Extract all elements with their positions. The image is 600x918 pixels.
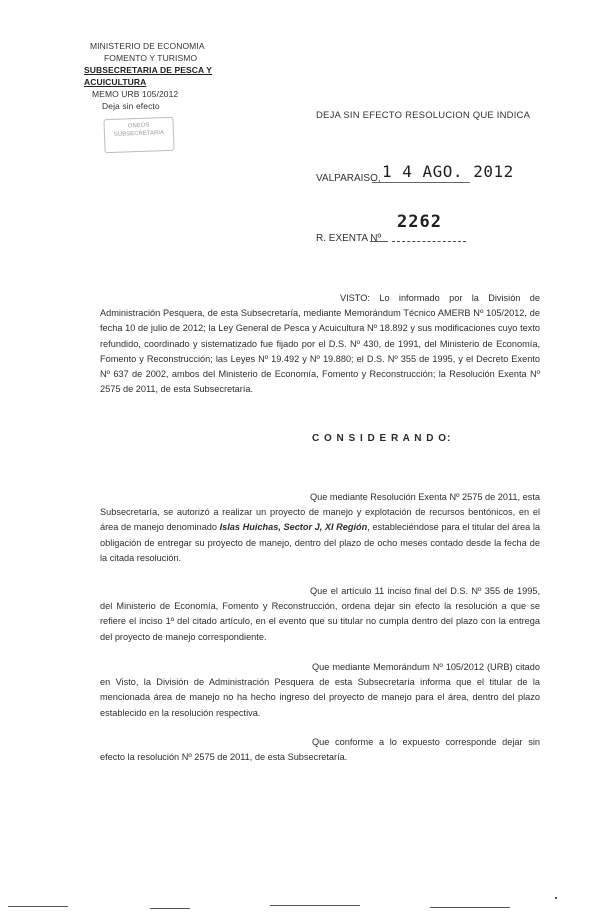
date-stamp: 1 4 AGO. 2012 xyxy=(382,162,514,181)
date-underline xyxy=(372,182,470,183)
considerando-paragraph-1 xyxy=(100,490,540,566)
considerando-heading: C O N S I D E R A N D O: xyxy=(312,433,452,444)
considerando-4-text: Que conforme a lo expuesto corresponde dejar sin efecto la resolución Nº 2575 de 2011, de esta Subsecretaría. xyxy=(100,737,540,763)
visto-text: Lo informado por la División de Administración Pesquera, de esta Subsecretaría, mediante Memorándum Técnico AMERB Nº 105/2012, de fecha 10 de julio de 2012; la Ley General de Pesca y Acuicultura Nº 18.892 y sus modificaciones cuyo texto refundido, coordinado y sistematizado fue fijado por el D.S. Nº 430, de 1991, del Ministerio de Economía, Fomento y Reconstrucción; las Leyes Nº 19.492 y Nº 19.880; el D.S. Nº 355 de 1995, y el Decreto Exento Nº 637 de 2002, ambos del Ministerio de Economía, Fomento y Reconstrucción; la Resolución Exenta Nº 2575 de 2011, de esta Subsecretaría. xyxy=(100,293,540,395)
resolution-number: 2262 xyxy=(397,212,442,232)
considerando-paragraph-4 xyxy=(100,735,540,765)
considerando-1-text-c: , estableciéndose para el titular del área la obligación de entregar su proyecto de manejo, dentro del plazo de ocho meses contado desde la fecha de la citada resolución. xyxy=(100,522,540,563)
scan-edge-mark xyxy=(8,906,68,907)
resolution-label: R. EXENTA Nº xyxy=(316,233,382,244)
subject-line: DEJA SIN EFECTO RESOLUCION QUE INDICA xyxy=(316,110,531,121)
scan-edge-mark xyxy=(270,905,360,906)
memo-reference: MEMO URB 105/2012 xyxy=(92,89,179,99)
ministry-subtitle: FOMENTO Y TURISMO xyxy=(104,53,198,63)
considerando-2-text: Que el artículo 11 inciso final del D.S. Nº 355 de 1995, del Ministerio de Economía, Fomento y Reconstrucción, ordena dejar sin efecto la resolución a que se refiere el inciso 1º del citado artículo, en el evento que su titular no cumpla dentro del plazo con la entrega del proyecto de manejo correspondiente. xyxy=(100,586,540,642)
place-label: VALPARAISO, xyxy=(316,173,381,184)
stamp-line-2: SUBSECRETARIA xyxy=(113,130,165,138)
considerando-1-text-a: Que mediante Resolución Exenta Nº 2575 de 2011, esta Subsecretaría, se autorizó a realizar un proyecto de manejo y explotación de recursos bentónicos, en el área de manejo denominado xyxy=(100,492,540,533)
considerando-paragraph-3 xyxy=(100,660,540,721)
ministry-name: MINISTERIO DE ECONOMIA xyxy=(90,41,205,51)
scan-edge-mark xyxy=(150,908,190,909)
subsecretaria-name: SUBSECRETARIA DE PESCA Y ACUICULTURA xyxy=(84,65,213,87)
scan-edge-mark xyxy=(430,907,510,908)
visto-lead: VISTO: xyxy=(340,293,370,303)
considerando-1-area-name: Islas Huichas, Sector J, XI Región xyxy=(219,522,368,533)
stamp-line-1: ONEOS xyxy=(127,122,150,130)
letterhead xyxy=(84,40,274,112)
resolution-number-line xyxy=(392,241,466,242)
considerando-paragraph-2 xyxy=(100,584,540,645)
margin-note: Deja sin efecto xyxy=(102,101,160,111)
considerando-3-text: Que mediante Memorándum Nº 105/2012 (URB) citado en Visto, la División de Administración Pesquera de esta Subsecretaría informa que el titular de la mencionada área de manejo no ha hecho ingreso del proyecto de manejo para el área, dentro del plazo establecido en la resolución respectiva. xyxy=(100,662,540,718)
resolution-label-line xyxy=(370,241,388,242)
faded-stamp xyxy=(103,117,174,153)
visto-paragraph xyxy=(100,291,540,397)
scan-speck xyxy=(555,897,557,899)
